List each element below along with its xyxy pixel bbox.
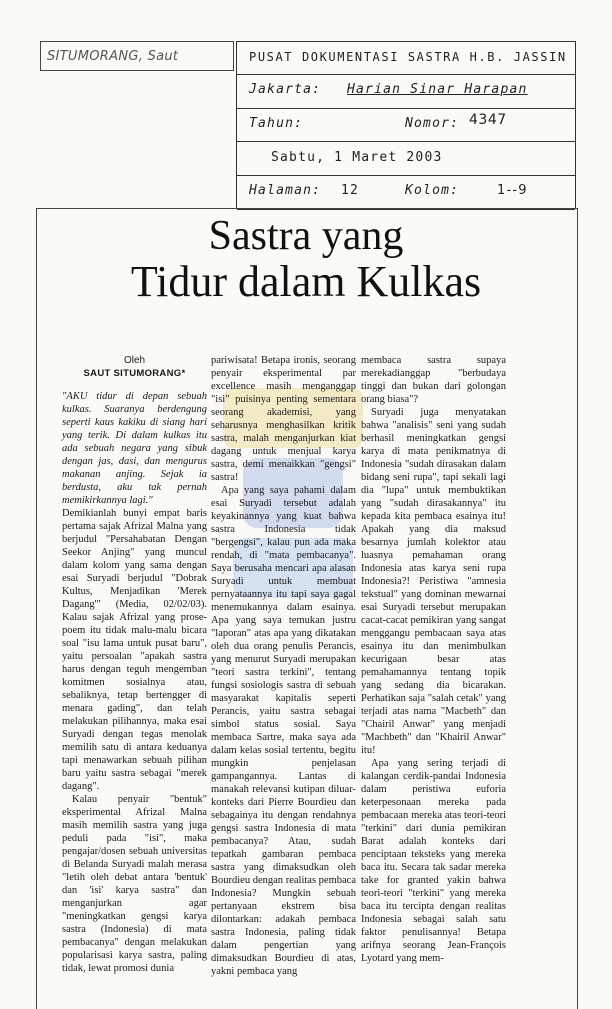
- paragraph: Kalau penyair "bentuk" eksperimental Afrizal Malna masih memilih sastra yang juga peduli pada "isi", maka pengajar/dosen sebuah universitas di Belanda Suryadi malah merasa "letih oleh debat antara 'bentuk' dan 'isi' karya sastra" dan menganjurkan agar "meningkatkan gengsi karya sastra (Indonesia) di mata pembacanya" dengan melakukan popularisasi karya sastra, paling tidak, lewat promosi dunia: [62, 794, 207, 974]
- byline-prefix: Oleh: [123, 355, 146, 366]
- column-value: 1--9: [497, 183, 528, 198]
- column-label: Kolom:: [405, 183, 460, 198]
- publication-date: Sabtu, 1 Maret 2003: [271, 150, 443, 165]
- page-label: Halaman:: [249, 183, 322, 198]
- author-name: SAUT SITUMORANG*: [83, 368, 186, 379]
- article-title-line1: Sastra yang: [208, 213, 404, 259]
- year-label: Tahun:: [249, 116, 304, 131]
- paragraph: Apa yang sering terjadi di kalangan cerdik-pandai Indonesia dalam peristiwa euforia keterpesonaan mereka pada pembacaan mereka atas teori-teori "terkini" dari dunia pemikiran Barat adalah konteks dari penciptaan teksteks yang mereka baca itu. Secara tak sadar mereka take for granted yakin bahwa teori-teori "terkini" yang mereka baca itu tercipta dengan realitas Indonesia sebagai salah satu faktor penulisannya! Betapa arifnya seorang Jean-François Lyotard yang mem-: [361, 758, 506, 964]
- header-page-row: [237, 175, 575, 210]
- header-source-row: [237, 74, 575, 109]
- page-value: 12: [341, 183, 360, 198]
- opening-quote: "AKU tidur di depan sebuah kulkas. Suaranya berdengung seperti kaus kakiku di siang hari yang terik. Di dalam kulkas itu ada sebuah negara yang sibuk dengan jas, dasi, dan mengurus makanan anjing. Sejak ia berdusta, aku tak pernah memikirkannya lagi.": [62, 391, 207, 506]
- article-column-3: [361, 354, 506, 965]
- paragraph: membaca sastra supaya merekadianggap "berbudaya tinggi dan bukan dari golongan orang biasa"?: [361, 355, 506, 405]
- paragraph: Suryadi juga menyatakan bahwa "analisis" seni yang sudah berhasil meningkatkan gengsi karya di mata penikmatnya di Indonesia "sudah dirasakan dalam bidang seni rupa", tapi sekali lagi dia "lupa" untuk membuktikan yang "sudah dirasakannya" itu kepada kita pembaca esainya itu! Apakah yang dia maksud besarnya jumlah kolektor atau luasnya pemahaman orang Indonesia atas karya seni rupa Indonesia?! Peristiwa "amnesia tekstual" yang dominan mewarnai esai Suryadi tersebut merupakan cacat-cacat pemikiran yang sangat menggangu pembacaan saya atas esainya itu dan menimbulkan kecurigaan besar atas pemahamannya tentang topik yang sedang dia bicarakan. Perhatikan saja "salah cetak" yang terjadi atas nama "Macbeth" dan "Chairil Anwar" yang menjadi "Machbeth" dan "Khairil Anwar" itu!: [361, 407, 506, 756]
- paragraph: Demikianlah bunyi empat baris pertama sajak Afrizal Malna yang berjudul "Persahabatan Dengan Seekor Anjing" yang muncul dalam kolom yang sama dengan esai Suryadi berjudul "Dobrak Kultus, Menjadikan 'Merek Dagang'" (Media, 02/02/03). Kalau sajak Afrizal yang prose-poem itu tidak malu-malu bicara soal "isu lama untuk pusat baru", yaitu persoalan "apakah sastra harus dengan teguh mengemban komitmen sosialnya atau, sebaliknya, tetap bertengger di menara gading", dan telah melakukan pilihannya, maka esai Suryadi dengan tegas menolak memilih satu di antara keduanya tapi menawarkan sebuah pilihan baru yaitu sastra sebagai "merek dagang".: [62, 508, 207, 792]
- archive-header: [236, 41, 576, 209]
- header-number-row: [237, 108, 575, 142]
- subject-tag-text: SITUMORANG, Saut: [47, 49, 179, 64]
- newspaper-name: Harian Sinar Harapan: [347, 82, 528, 97]
- number-label: Nomor:: [405, 116, 460, 131]
- article-column-1: [62, 354, 207, 975]
- institution-name: PUSAT DOKUMENTASI SASTRA H.B. JASSIN: [249, 50, 567, 64]
- city-label: Jakarta:: [249, 82, 322, 97]
- article-title-line2: Tidur dalam Kulkas: [130, 257, 482, 306]
- article-column-2: [211, 354, 356, 978]
- header-date-row: [237, 141, 575, 176]
- number-value: 4347: [469, 112, 507, 128]
- paragraph: pariwisata! Betapa ironis, seorang penyair eksperimental par excellence masih menganggap "isi" puisinya penting sementara seorang akademisi, yang seharusnya menghasilkan kritik sastra, malah menganjurkan kiat dagang untuk menjual karya sastra, demi menaikkan "gengsi" sastra!: [211, 355, 356, 483]
- paragraph: Apa yang saya pahami dalam esai Suryadi tersebut adalah keyakinannya yang kuat bahwa sastra Indonesia tidak "bergengsi", kalau pun ada maka rendah, di "mata pembacanya". Saya berusaha mencari apa alasan Suryadi untuk membuat pernyataannya itu tapi saya gagal menemukannya dalam esainya. Apa yang saya temukan justru "laporan" atas apa yang dikatakan oleh dua orang penulis Perancis, yang menurut Suryadi merupakan "teori sastra terkini", tentang fungsi sosiologis sastra di sebuah masyarakat kapitalis seperti Perancis, yaitu sastra sebagai simbol status sosial. Saya membaca Sartre, maka saya ada dalam kelas sosial tertentu, begitu mungkin penjelasan gampangannya. Lantas di manakah relevansi kutipan diluar-konteks dari Pierre Bourdieu dan sebagainya itu dengan rendahnya gengsi sastra Indonesia di mata pembacanya? Atau, sudah tepatkah gambaran pembaca sastra yang dimaksudkan oleh Bourdieu dengan realitas pembaca Indonesia? Mungkin sebuah pertanyaan ekstrem bisa dilontarkan: adakah pembaca sastra Indonesia, paling tidak dalam pengertian yang dimaksudkan Bourdieu di atas, yakni pembaca yang: [211, 485, 356, 977]
- subject-tag: [40, 41, 234, 71]
- header-institution-row: [237, 41, 575, 75]
